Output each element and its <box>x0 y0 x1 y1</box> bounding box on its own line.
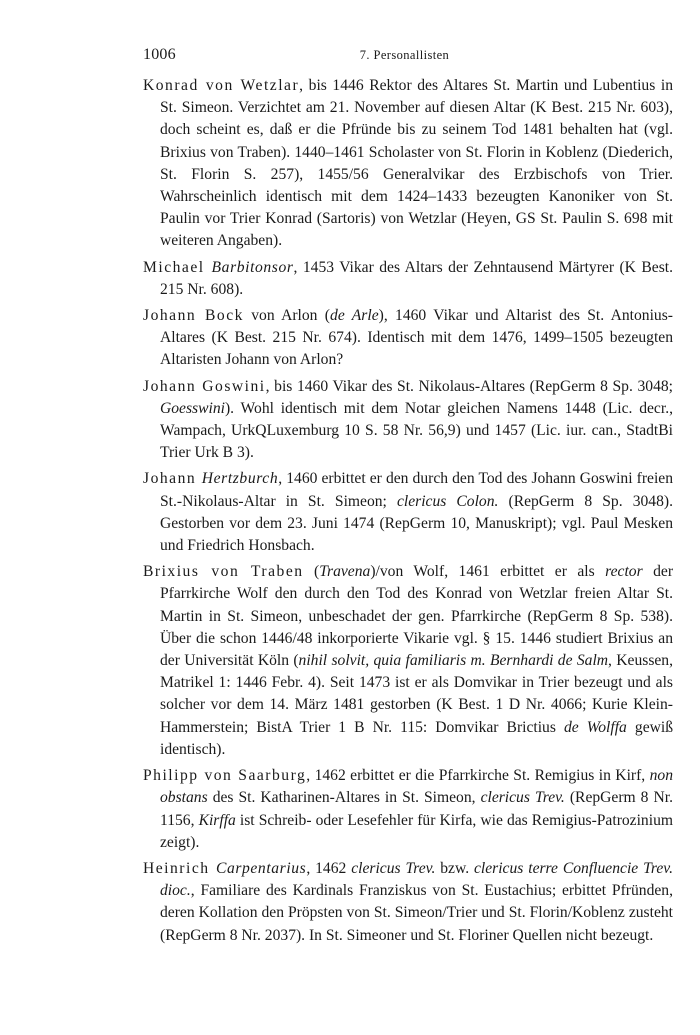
entry-name: Michael Barbitonsor <box>143 258 294 276</box>
list-entry: Brixius von Traben (Travena)/von Wolf, 1461 erbittet er als rector der Pfarrkirche Wolf den durch den Tod des Konrad von Wetzlar freien Altar St. Martin in St. Simeon, unbeschadet der gen. Pfarrkirche (RepGerm 8 Sp. 538). Über die schon 1446/48 inkorporierte Vikarie vgl. § 15. 1446 studiert Brixius an der Universität Köln (nihil solvit, quia familiaris m. Bernhardi de Salm, Keussen, Matrikel 1: 1446 Febr. 4). Seit 1473 ist er als Domvikar in Trier bezeugt und als solcher vor dem 14. März 1481 gestorben (K Best. 1 D Nr. 4066; Kurie Klein-Hammerstein; BistA Trier 1 B Nr. 115: Domvikar Brictius de Wolffa gewiß identisch). <box>143 563 674 758</box>
list-entry: Heinrich Carpentarius, 1462 clericus Trev. bzw. clericus terre Confluencie Trev. dioc., Familiare des Kardinals Franziskus von St. Eustachius; erbittet Pfründen, deren Kollation den Pröpsten von St. Simeon/Trier und St. Florin/Koblenz zusteht (RepGerm 8 Nr. 2037). In St. Simeoner und St. Floriner Quellen nicht bezeugt. <box>143 859 673 944</box>
list-entry: Johann Bock von Arlon (de Arle), 1460 Vikar und Altarist des St. Antonius-Altares (K Best. 215 Nr. 674). Identisch mit dem 1476, 1499–1505 bezeugten Altaristen Johann von Arlon? <box>143 307 673 369</box>
page-number: 1006 <box>143 46 176 63</box>
entry-name: Johann Goswini <box>143 377 266 395</box>
entry-name: Brixius von Traben <box>143 563 304 581</box>
list-entry: Philipp von Saarburg, 1462 erbittet er die Pfarrkirche St. Remigius in Kirf, non obstans des St. Katharinen-Altares in St. Simeon, clericus Trev. (RepGerm 8 Nr. 1156, Kirffa ist Schreib- oder Lesefehler für Kirfa, wie das Remigius-Patrozinium zeigt). <box>143 767 673 851</box>
entry-name: Konrad von Wetzlar <box>143 77 300 94</box>
list-entry: Konrad von Wetzlar, bis 1446 Rektor des Altares St. Martin und Lubentius in St. Simeon. Verzichtet am 21. November auf diesen Altar (K Best. 215 Nr. 603), doch scheint es, daß er die Pfründe bis zu seinem Tod 1481 behalten hat (vgl. Brixius von Traben). 1440–1461 Scholaster von St. Florin in Koblenz (Diederich, St. Florin S. 257), 1455/56 Generalvikar des Erzbischofs von Trier. Wahrscheinlich identisch mit dem 1424–1433 bezeugten Kanoniker von St. Paulin vor Trier Konrad (Sartoris) von Wetzlar (Heyen, GS St. Paulin S. 698 mit weiteren Angaben). <box>143 77 673 250</box>
entry-name: Heinrich Carpentarius <box>143 859 307 877</box>
list-entry: Johann Goswini, bis 1460 Vikar des St. Nikolaus-Altares (RepGerm 8 Sp. 3048; Goesswini). Wohl identisch mit dem Notar gleichen Namens 1448 (Lic. decr., Wampach, UrkQLuxemburg 10 S. 58 Nr. 56,9) und 1457 (Lic. iur. can., StadtBi Trier Urk B 3). <box>143 377 673 462</box>
running-head: 7. Personallisten <box>359 48 450 62</box>
entry-name: Philipp von Saarburg <box>143 767 307 785</box>
list-entry: Michael Barbitonsor, 1453 Vikar des Altars der Zehntausend Märtyrer (K Best. 215 Nr. 608). <box>143 258 673 298</box>
page-header <box>143 46 666 68</box>
entry-name: Johann Bock <box>143 307 244 325</box>
entry-name: Johann Hertzburch <box>143 470 279 488</box>
list-entry: Johann Hertzburch, 1460 erbittet er den durch den Tod des Johann Goswini freien St.-Nikolaus-Altar in St. Simeon; clericus Colon. (RepGerm 8 Sp. 3048). Gestorben vor dem 23. Juni 1474 (RepGerm 10, Manuskript); vgl. Paul Mesken und Friedrich Honsbach. <box>143 470 673 555</box>
person-list <box>143 75 673 951</box>
